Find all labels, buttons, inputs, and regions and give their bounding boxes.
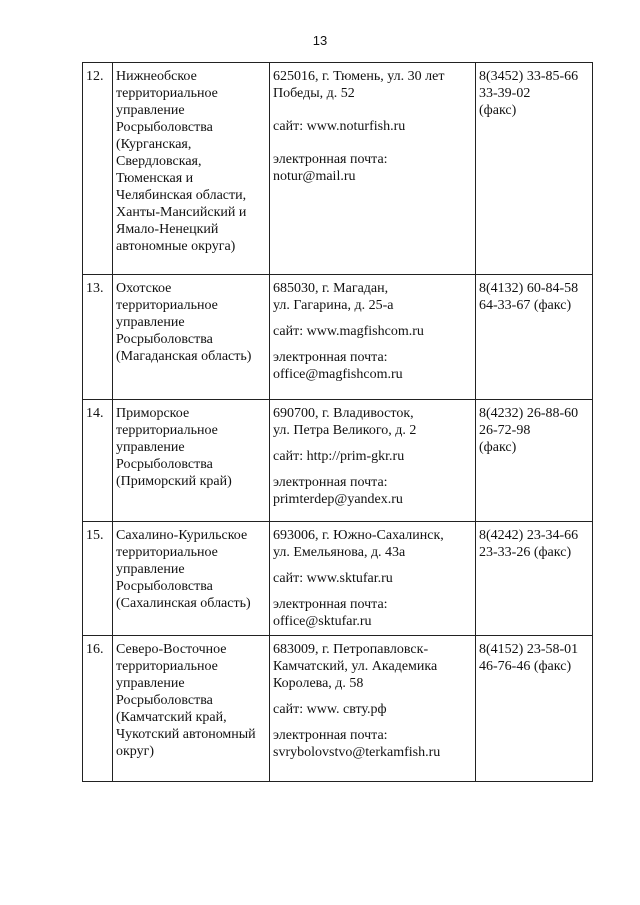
- website: сайт: www.noturfish.ru: [273, 119, 406, 134]
- website: сайт: http://prim-gkr.ru: [273, 449, 405, 464]
- address: 693006, г. Южно-Сахалинск, ул. Емельянова, д. 43а: [273, 528, 444, 560]
- organization-name-cell: [113, 636, 270, 782]
- organization-name: Сахалино-Курильское территориальное управление Росрыболовства (Сахалинская область): [116, 528, 251, 611]
- email: office@sktufar.ru: [273, 614, 372, 629]
- address: 625016, г. Тюмень, ул. 30 лет Победы, д. 52: [273, 69, 445, 101]
- contacts-cell: [270, 522, 476, 636]
- email: primterdep@yandex.ru: [273, 492, 403, 507]
- email: office@magfishcom.ru: [273, 367, 403, 382]
- contacts-cell: [270, 275, 476, 400]
- organization-name: Приморское территориальное управление Росрыболовства (Приморский край): [116, 406, 232, 489]
- email-label: электронная почта:: [273, 597, 388, 612]
- table-row: [83, 275, 593, 400]
- website: сайт: www. свту.рф: [273, 702, 387, 717]
- email-label: электронная почта:: [273, 152, 388, 167]
- address: 685030, г. Магадан, ул. Гагарина, д. 25-а: [273, 281, 394, 313]
- table-row: [83, 63, 593, 275]
- website: сайт: www.sktufar.ru: [273, 571, 393, 586]
- row-number: 15.: [83, 522, 113, 636]
- phone: 8(4152) 23-58-01 46-76-46 (факс): [479, 642, 579, 674]
- organization-name-cell: [113, 522, 270, 636]
- email: svrybolovstvo@terkamfish.ru: [273, 745, 441, 760]
- page-number: 13: [312, 33, 328, 48]
- organization-name-cell: [113, 63, 270, 275]
- phone-cell: [476, 63, 593, 275]
- table-row: [83, 522, 593, 636]
- table-row: [83, 400, 593, 522]
- phone-cell: [476, 522, 593, 636]
- email-label: электронная почта:: [273, 350, 388, 365]
- phone: 8(4242) 23-34-66 23-33-26 (факс): [479, 528, 579, 560]
- email: notur@mail.ru: [273, 169, 356, 184]
- email-label: электронная почта:: [273, 475, 388, 490]
- organization-name: Северо-Восточное территориальное управление Росрыболовства (Камчатский край, Чукотский автономный округ): [116, 642, 256, 759]
- table-row: [83, 636, 593, 782]
- phone-cell: [476, 275, 593, 400]
- contacts-cell: [270, 636, 476, 782]
- row-number: 12.: [83, 63, 113, 275]
- address: 690700, г. Владивосток, ул. Петра Великого, д. 2: [273, 406, 417, 438]
- phone-cell: [476, 400, 593, 522]
- organization-name-cell: [113, 275, 270, 400]
- phone: 8(4132) 60-84-58 64-33-67 (факс): [479, 281, 579, 313]
- contacts-cell: [270, 63, 476, 275]
- contacts-cell: [270, 400, 476, 522]
- phone: 8(3452) 33-85-66 33-39-02 (факс): [479, 69, 579, 118]
- website: сайт: www.magfishcom.ru: [273, 324, 424, 339]
- organizations-table: [82, 62, 593, 782]
- address: 683009, г. Петропавловск- Камчатский, ул. Академика Королева, д. 58: [273, 642, 438, 691]
- row-number: 14.: [83, 400, 113, 522]
- organization-name: Охотское территориальное управление Росрыболовства (Магаданская область): [116, 281, 252, 364]
- row-number: 13.: [83, 275, 113, 400]
- row-number: 16.: [83, 636, 113, 782]
- organization-name-cell: [113, 400, 270, 522]
- email-label: электронная почта:: [273, 728, 388, 743]
- organization-name: Нижнеобское территориальное управление Росрыболовства (Курганская, Свердловская, Тюменская и Челябинская области, Ханты-Мансийский и Ямало-Ненецкий автономные округа): [116, 69, 247, 254]
- phone-cell: [476, 636, 593, 782]
- phone: 8(4232) 26-88-60 26-72-98 (факс): [479, 406, 579, 455]
